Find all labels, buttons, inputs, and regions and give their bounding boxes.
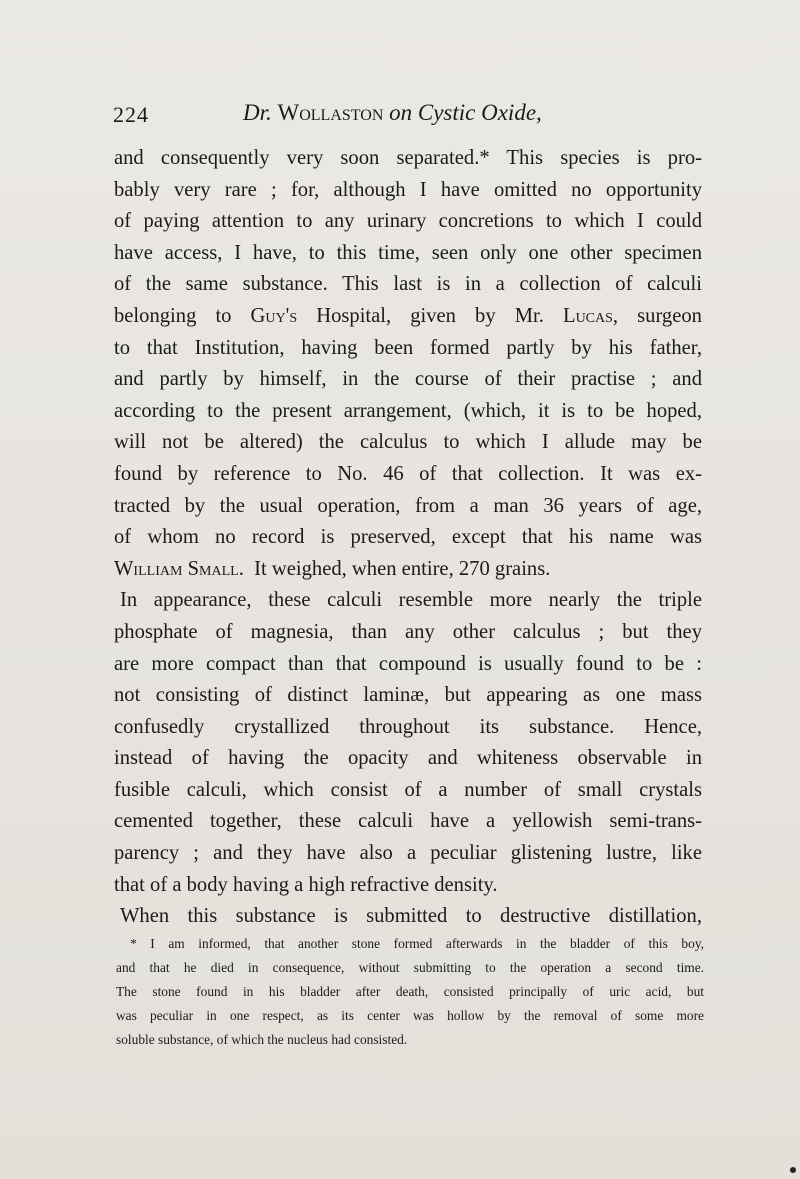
- text-line: of paying attention to any urinary concretions to which I could: [114, 210, 702, 233]
- text-line: and partly by himself, in the course of their practise ; and: [114, 368, 702, 391]
- text-line: and consequently very soon separated.* This species is pro-: [114, 147, 702, 169]
- text-fragment: Hospital, given by Mr.: [316, 304, 544, 327]
- text-line: [114, 301, 702, 333]
- text-fragment: It weighed, when entire, 270 grains.: [254, 557, 551, 580]
- text-line: phosphate of magnesia, than any other calculus ; but they: [114, 620, 702, 643]
- text-line: parency ; and they have also a peculiar glistening lustre, like: [114, 842, 702, 865]
- running-title-subject: on Cystic Oxide,: [389, 100, 542, 125]
- text-line: tracted by the usual operation, from a man 36 years of age,: [114, 494, 702, 517]
- running-title-author: Dr.: [243, 100, 272, 125]
- ink-spot: [790, 1167, 796, 1173]
- footnote-line: was peculiar in one respect, as its center was hollow by the removal of some more: [116, 1008, 704, 1023]
- name-william-small: William Small.: [114, 557, 244, 580]
- text-line: have access, I have, to this time, seen only one other specimen: [114, 241, 702, 264]
- text-line: found by reference to No. 46 of that collection. It was ex-: [114, 462, 702, 485]
- text-line: according to the present arrangement, (which, it is to be hoped,: [114, 399, 702, 422]
- name-guys: Guy's: [250, 304, 298, 327]
- name-lucas: Lucas,: [562, 304, 619, 327]
- text-line: fusible calculi, which consist of a number of small crystals: [114, 778, 702, 801]
- text-line: are more compact than that compound is usually found to be :: [114, 652, 702, 675]
- text-line: bably very rare ; for, although I have omitted no opportunity: [114, 178, 702, 201]
- text-fragment: belonging to: [114, 304, 232, 327]
- footnote: [116, 932, 704, 1052]
- text-line: [114, 554, 702, 586]
- text-line: of whom no record is preserved, except that his name was: [114, 526, 702, 549]
- running-header: [113, 100, 703, 134]
- text-line: not consisting of distinct laminæ, but appearing as one mass: [114, 684, 702, 707]
- running-title-author-name: Wollaston: [277, 100, 384, 125]
- text-line: In appearance, these calculi resemble more nearly the triple: [120, 589, 702, 612]
- text-line: to that Institution, having been formed partly by his father,: [114, 336, 702, 359]
- text-line: cemented together, these calculi have a yellowish semi-trans-: [114, 810, 702, 833]
- page-number: 224: [113, 102, 149, 127]
- footnote-line: soluble substance, of which the nucleus had consisted.: [116, 1032, 408, 1047]
- body-text: [114, 143, 702, 933]
- text-line: will not be altered) the calculus to which I allude may be: [114, 431, 702, 454]
- text-line: instead of having the opacity and whiteness observable in: [114, 747, 702, 770]
- text-line: that of a body having a high refractive density.: [114, 873, 498, 896]
- footnote-line: * I am informed, that another stone formed afterwards in the bladder of this boy,: [130, 936, 704, 951]
- text-line: of the same substance. This last is in a collection of calculi: [114, 273, 702, 296]
- running-title: [243, 100, 542, 126]
- footnote-line: and that he died in consequence, without submitting to the operation a second time.: [116, 960, 704, 975]
- text-line: When this substance is submitted to destructive distillation,: [120, 905, 702, 928]
- footnote-line: The stone found in his bladder after death, consisted principally of uric acid, but: [116, 984, 704, 999]
- text-line: confusedly crystallized throughout its substance. Hence,: [114, 715, 702, 738]
- text-fragment: surgeon: [637, 304, 702, 327]
